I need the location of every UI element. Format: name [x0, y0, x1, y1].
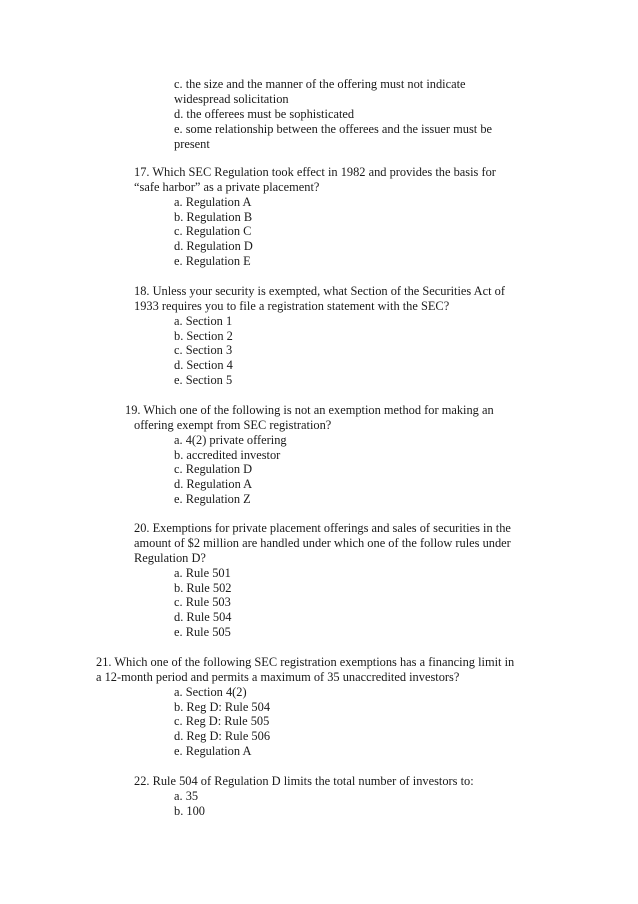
question-20-line-1: 20. Exemptions for private placement offerings and sales of securities in the	[134, 521, 511, 535]
option-16e-line-1: e. some relationship between the offerees and the issuer must be	[174, 122, 493, 136]
option-21d: d. Reg D: Rule 506	[174, 729, 271, 744]
question-20-options	[174, 566, 231, 639]
question-17-text	[134, 165, 496, 195]
option-19d: d. Regulation A	[174, 477, 253, 492]
option-21e: e. Regulation A	[174, 743, 252, 758]
question-21-line-1: 21. Which one of the following SEC registration exemptions has a financing limit in	[96, 655, 515, 669]
question-22-text	[134, 774, 474, 789]
option-16e-line-2: present	[174, 137, 210, 151]
option-18b: b. Section 2	[174, 328, 233, 343]
question-17-options	[174, 195, 253, 268]
question-22-line-1: 22. Rule 504 of Regulation D limits the total number of investors to:	[134, 774, 474, 788]
question-21-text	[96, 655, 514, 685]
question-19-options	[174, 433, 287, 506]
option-16c-line-1: c. the size and the manner of the offering must not indicate	[174, 77, 466, 91]
option-17c: c. Regulation C	[174, 224, 252, 239]
question-16-options-continued	[174, 77, 492, 152]
question-21-line-2: a 12-month period and permits a maximum of 35 unaccredited investors?	[96, 670, 460, 684]
question-19-line-1: 19. Which one of the following is not an exemption method for making an	[125, 403, 494, 417]
question-22-options	[174, 789, 205, 818]
option-22b: b. 100	[174, 803, 205, 818]
option-17a: a. Regulation A	[174, 195, 252, 209]
question-20-text	[134, 521, 511, 566]
option-18c: c. Section 3	[174, 343, 233, 358]
question-17-line-2: “safe harbor” as a private placement?	[134, 180, 320, 194]
question-19-text	[125, 403, 494, 433]
option-20c: c. Rule 503	[174, 595, 231, 610]
option-21a: a. Section 4(2)	[174, 685, 247, 699]
option-16c-line-2: widespread solicitation	[174, 92, 289, 106]
question-19-line-2: offering exempt from SEC registration?	[134, 418, 332, 432]
option-18d: d. Section 4	[174, 358, 233, 373]
option-17e: e. Regulation E	[174, 253, 251, 268]
option-18e: e. Section 5	[174, 372, 233, 387]
option-21b: b. Reg D: Rule 504	[174, 699, 271, 714]
option-17d: d. Regulation D	[174, 239, 253, 254]
option-22a: a. 35	[174, 789, 199, 803]
question-20-line-3: Regulation D?	[134, 551, 206, 565]
option-20a: a. Rule 501	[174, 566, 231, 580]
question-18-line-2: 1933 requires you to file a registration statement with the SEC?	[134, 299, 450, 313]
question-18-line-1: 18. Unless your security is exempted, what Section of the Securities Act of	[134, 284, 505, 298]
question-18-text	[134, 284, 505, 314]
option-21c: c. Reg D: Rule 505	[174, 714, 270, 729]
option-19e: e. Regulation Z	[174, 491, 251, 506]
option-20d: d. Rule 504	[174, 610, 232, 625]
option-16d: d. the offerees must be sophisticated	[174, 107, 355, 121]
option-18a: a. Section 1	[174, 314, 233, 328]
question-18-options	[174, 314, 233, 387]
question-20-line-2: amount of $2 million are handled under which one of the follow rules under	[134, 536, 511, 550]
option-19b: b. accredited investor	[174, 447, 281, 462]
question-17-line-1: 17. Which SEC Regulation took effect in 1982 and provides the basis for	[134, 165, 496, 179]
option-20b: b. Rule 502	[174, 580, 232, 595]
option-17b: b. Regulation B	[174, 209, 253, 224]
question-21-options	[174, 685, 270, 758]
option-19c: c. Regulation D	[174, 462, 253, 477]
option-20e: e. Rule 505	[174, 624, 231, 639]
option-19a: a. 4(2) private offering	[174, 433, 287, 447]
